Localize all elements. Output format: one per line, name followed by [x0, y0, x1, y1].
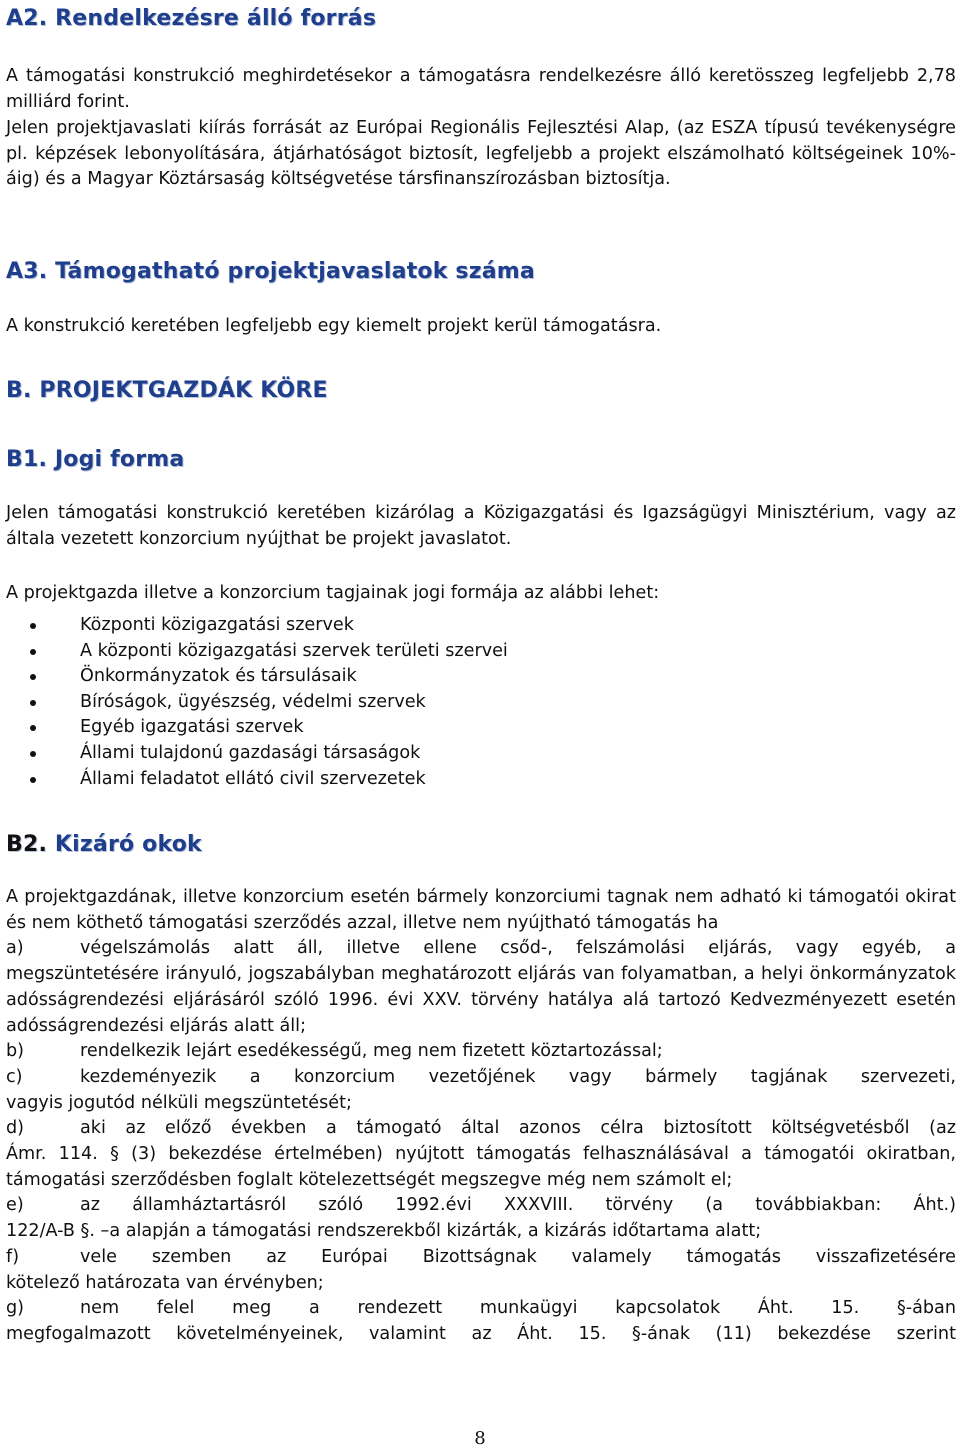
list-item: Állami tulajdonú gazdasági társaságok [6, 741, 956, 767]
item-label: e) [6, 1195, 24, 1216]
a2-paragraph-2: Jelen projektjavaslati kiírás forrását az Európai Regionális Fejlesztési Alap, (az ESZA típusú tevékenységre pl. képzések lebonyolítására, átjárhatóságot biztosít, legfeljebb a projekt elszámolható költségeinek 10%-áig) és a Magyar Köztársaság költségvetése társfinanszírozásban biztosítja. [6, 118, 956, 190]
list-item: Bíróságok, ügyészség, védelmi szervek [6, 690, 956, 716]
item-label: c) [6, 1066, 23, 1087]
item-continuation: megszüntetésére irányuló, jogszabályban meghatározott eljárás van folyamatban, a helyi önkormányzatok adósságrendezési eljárásáról szóló 1996. évi XXV. törvény hatálya alá tartozó Kedvezményezett esetén adósságrendezési eljárás alatt áll; [6, 964, 956, 1036]
a2-paragraph-1: A támogatási konstrukció meghirdetésekor a támogatásra rendelkezésre álló keretösszeg legfeljebb 2,78 milliárd forint. [6, 66, 956, 112]
b1-paragraph-1: Jelen támogatási konstrukció keretében kizárólag a Közigazgatási és Igazságügyi Minisztérium, vagy az általa vezetett konzorcium nyújthat be projekt javaslatot. [6, 503, 956, 549]
item-continuation: Ámr. 114. § (3) bekezdése értelmében) nyújtott támogatás felhasználásával a támogatói okiratban, támogatási szerződésben foglalt kötelezettségét megszegve még nem számolt el; [6, 1144, 956, 1190]
b2-intro: A projektgazdának, illetve konzorcium esetén bármely konzorciumi tagnak nem adható ki támogatói okirat és nem köthető támogatási szerződés azzal, illetve nem nyújtható támogatás ha [6, 887, 956, 933]
exclusion-item-a [6, 936, 956, 1039]
b2-heading-text: Kizáró okok [54, 832, 202, 857]
list-item: A központi közigazgatási szervek területi szervei [6, 639, 956, 665]
section-b-heading: B. PROJEKTGAZDÁK KÖRE [6, 378, 328, 403]
item-label: g) [6, 1298, 25, 1319]
item-first-line: végelszámolás alatt áll, illetve ellene csőd-, felszámolási eljárás, vagy egyéb, a [80, 938, 956, 959]
item-first-line: aki az előző években a támogató által azonos célra biztosított költségvetésből (az [80, 1118, 956, 1139]
item-first-line: nem felel meg a rendezett munkaügyi kapcsolatok Áht. 15. §-ában [80, 1298, 956, 1319]
exclusion-item-g [6, 1296, 956, 1347]
list-item: Központi közigazgatási szervek [6, 613, 956, 639]
section-b1-heading: B1. Jogi forma [6, 447, 185, 472]
item-continuation: kötelező határozata van érvényben; [6, 1272, 324, 1293]
exclusion-item-d [6, 1116, 956, 1193]
exclusion-section [6, 885, 956, 1348]
list-item: Egyéb igazgatási szervek [6, 715, 956, 741]
b2-heading-prefix: B2. [6, 832, 48, 857]
section-a2-heading: A2. Rendelkezésre álló forrás [6, 6, 377, 31]
exclusion-item-f [6, 1245, 956, 1296]
exclusion-item-c [6, 1065, 956, 1116]
legal-form-list [6, 613, 956, 792]
item-first-line: kezdeményezik a konzorcium vezetőjének vagy bármely tagjának szervezeti, [80, 1066, 956, 1087]
item-continuation: megfogalmazott követelményeinek, valamint az Áht. 15. §-ának (11) bekezdése szerint [6, 1323, 956, 1344]
item-continuation: 122/A-B §. –a alapján a támogatási rendszerekből kizárták, a kizárás időtartama alatt; [6, 1221, 762, 1242]
exclusion-item-b [6, 1039, 956, 1065]
b1-paragraph-2: A projektgazda illetve a konzorcium tagjainak jogi formája az alábbi lehet: [6, 583, 660, 603]
list-item: Állami feladatot ellátó civil szervezetek [6, 767, 956, 793]
item-first-line: rendelkezik lejárt esedékességű, meg nem fizetett köztartozással; [80, 1041, 663, 1062]
a3-paragraph-1: A konstrukció keretében legfeljebb egy kiemelt projekt kerül támogatásra. [6, 316, 662, 336]
item-label: a) [6, 938, 24, 959]
item-label: d) [6, 1118, 25, 1139]
item-continuation: vagyis jogutód nélküli megszüntetését; [6, 1092, 352, 1113]
section-b2-heading [6, 832, 956, 857]
list-item: Önkormányzatok és társulásaik [6, 664, 956, 690]
section-a3-heading: A3. Támogatható projektjavaslatok száma [6, 259, 535, 284]
item-label: b) [6, 1041, 25, 1062]
page-number: 8 [474, 1428, 486, 1449]
exclusion-item-e [6, 1193, 956, 1244]
item-first-line: az államháztartásról szóló 1992.évi XXXVIII. törvény (a továbbiakban: Áht.) [80, 1195, 956, 1216]
item-label: f) [6, 1246, 20, 1267]
item-first-line: vele szemben az Európai Bizottságnak valamely támogatás visszafizetésére [80, 1246, 956, 1267]
